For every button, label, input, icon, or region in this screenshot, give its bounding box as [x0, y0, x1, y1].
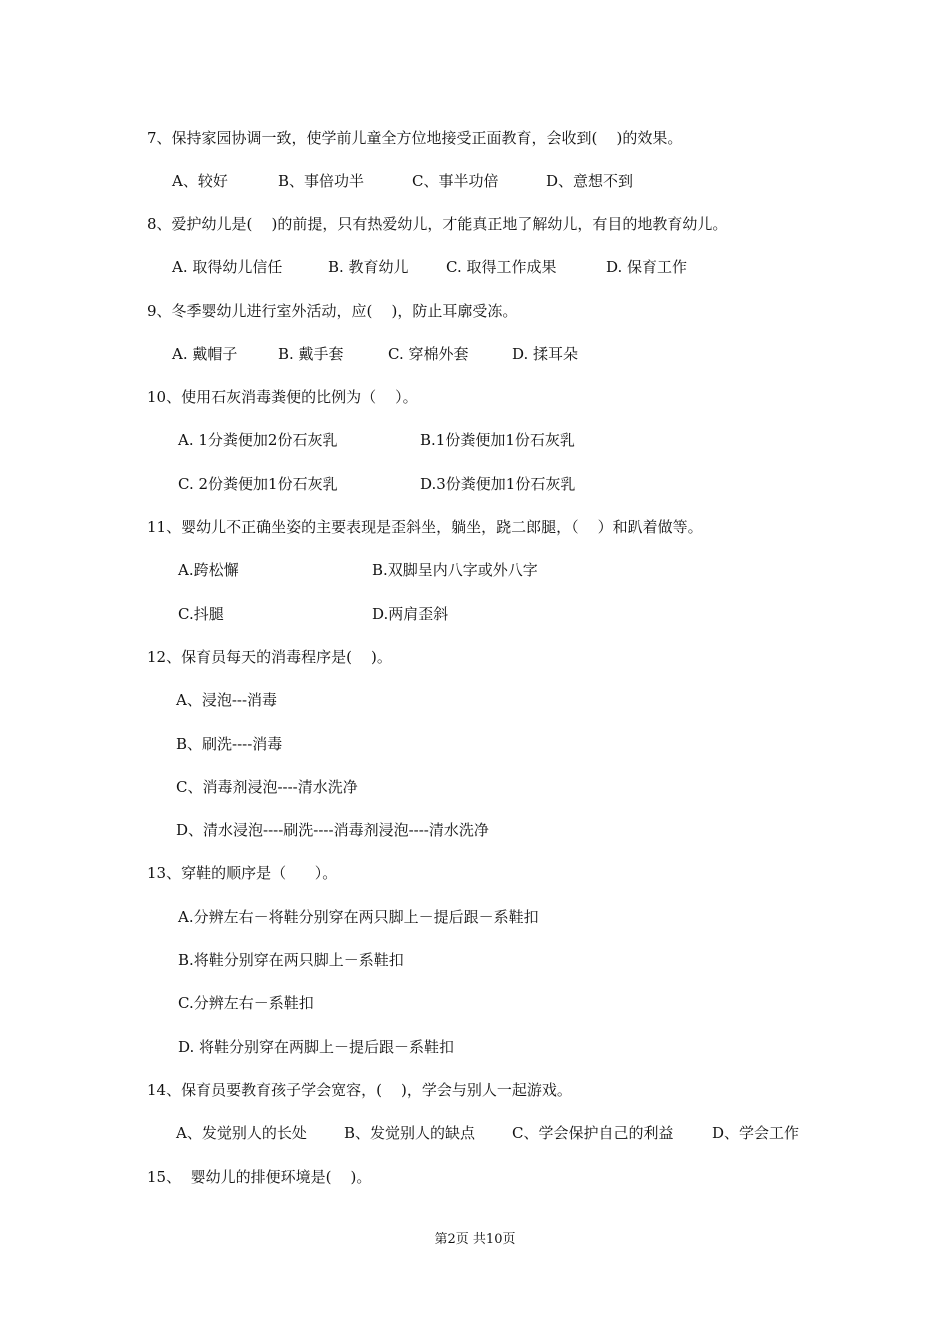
- option-b: B、发觉别人的缺点: [344, 1124, 476, 1142]
- option-c: C、学会保护自己的利益: [512, 1124, 674, 1142]
- option-b: B.1份粪便加1份石灰乳: [420, 431, 575, 449]
- question-stem: 9、冬季婴幼儿进行室外活动，应( )，防止耳廓受冻。: [147, 302, 518, 320]
- option-d: D. 保育工作: [606, 258, 688, 276]
- option-a: A、浸泡---消毒: [176, 691, 278, 709]
- page-number: 第2页 共10页: [434, 1232, 516, 1247]
- question-stem: 10、使用石灰消毒粪便的比例为（ ）。: [147, 388, 418, 406]
- option-d: D.3份粪便加1份石灰乳: [420, 475, 576, 493]
- option-a: A.跨松懈: [178, 561, 239, 579]
- option-d: D. 将鞋分别穿在两脚上－提后跟－系鞋扣: [178, 1038, 455, 1056]
- option-a: A、较好: [172, 172, 228, 190]
- option-d: D、清水浸泡----刷洗----消毒剂浸泡----清水洗净: [176, 821, 489, 839]
- option-b: B.将鞋分别穿在两只脚上－系鞋扣: [178, 951, 404, 969]
- option-b: B. 戴手套: [278, 345, 344, 363]
- option-c: C. 穿棉外套: [388, 345, 469, 363]
- option-c: C. 2份粪便加1份石灰乳: [178, 475, 338, 493]
- option-a: A、发觉别人的长处: [176, 1124, 307, 1142]
- option-c: C. 取得工作成果: [446, 258, 557, 276]
- option-d: D.两肩歪斜: [372, 605, 449, 623]
- option-b: B.双脚呈内八字或外八字: [372, 561, 538, 579]
- option-d: D. 揉耳朵: [512, 345, 579, 363]
- option-c: C、事半功倍: [412, 172, 499, 190]
- question-stem: 14、保育员要教育孩子学会宽容，( )，学会与别人一起游戏。: [147, 1081, 572, 1099]
- question-stem: 15、 婴幼儿的排便环境是( )。: [147, 1168, 372, 1186]
- question-stem: 7、保持家园协调一致，使学前儿童全方位地接受正面教育，会收到( )的效果。: [147, 129, 683, 147]
- option-b: B、刷洗----消毒: [176, 735, 283, 753]
- question-stem: 13、穿鞋的顺序是（ ）。: [147, 864, 338, 882]
- option-b: B. 教育幼儿: [328, 258, 409, 276]
- option-a: A.分辨左右－将鞋分别穿在两只脚上－提后跟－系鞋扣: [178, 908, 539, 926]
- option-a: A. 1分粪便加2份石灰乳: [178, 431, 338, 449]
- question-stem: 11、婴幼儿不正确坐姿的主要表现是歪斜坐，躺坐，跷二郎腿，（ ）和趴着做等。: [147, 518, 703, 536]
- option-b: B、事倍功半: [278, 172, 365, 190]
- option-c: C.抖腿: [178, 605, 224, 623]
- option-c: C、消毒剂浸泡----清水洗净: [176, 778, 358, 796]
- option-d: D、意想不到: [546, 172, 634, 190]
- option-c: C.分辨左右－系鞋扣: [178, 994, 314, 1012]
- question-stem: 12、保育员每天的消毒程序是( )。: [147, 648, 392, 666]
- option-a: A. 戴帽子: [172, 345, 238, 363]
- option-a: A. 取得幼儿信任: [172, 258, 283, 276]
- option-d: D、学会工作: [712, 1124, 800, 1142]
- question-stem: 8、爱护幼儿是( )的前提，只有热爱幼儿，才能真正地了解幼儿，有目的地教育幼儿。: [147, 215, 728, 233]
